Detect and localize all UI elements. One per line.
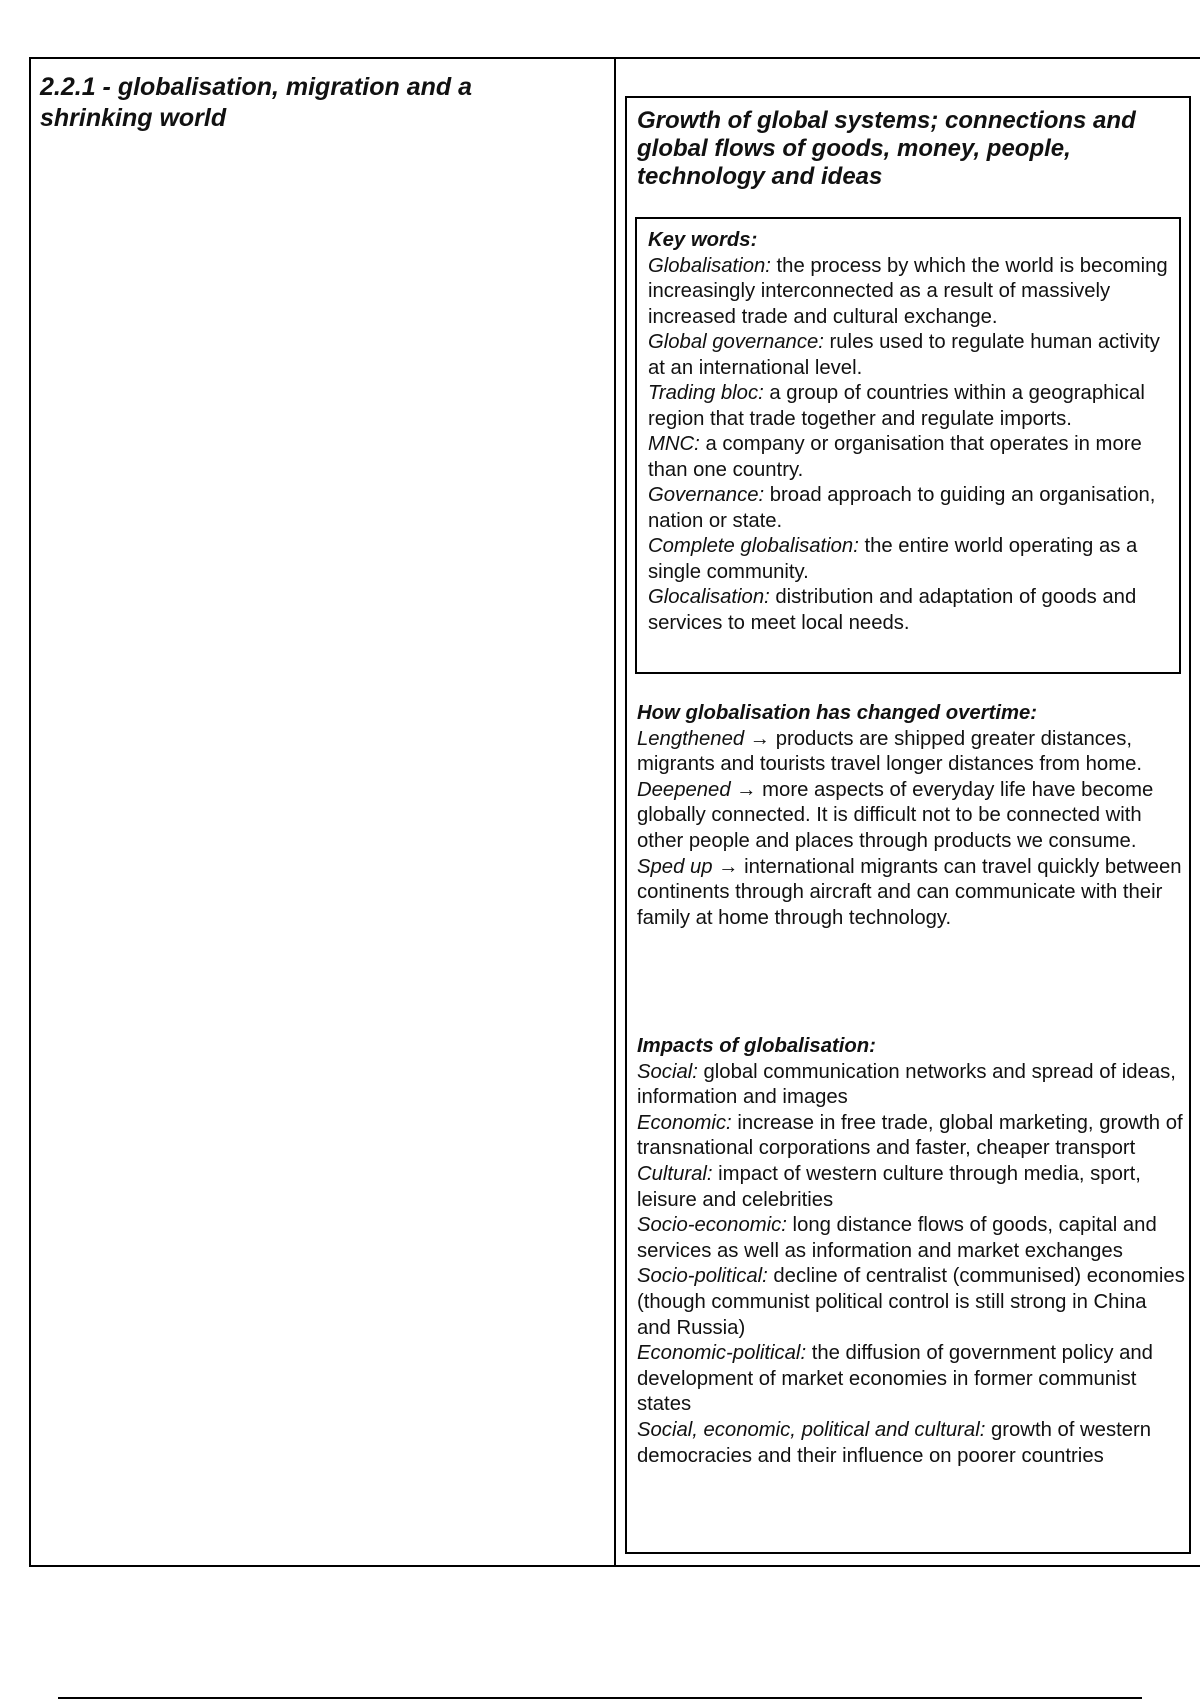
key-word-item [648, 534, 1171, 585]
impact-term: Economic-political: [637, 1342, 807, 1365]
change-definition: → international migrants can travel quickly between continents through aircraft and can communicate with their family at home through technology. [637, 855, 1182, 929]
impact-definition: decline of centralist (communised) economies (though communist political control is still strong in China and Russia) [637, 1265, 1185, 1339]
impact-definition: impact of western culture through media, sport, leisure and celebrities [637, 1162, 1141, 1211]
change-definition: → more aspects of everyday life have become globally connected. It is difficult not to be connected with other people and places through products we consume. [637, 778, 1154, 852]
impact-definition: long distance flows of goods, capital and services as well as information and market exchanges [637, 1214, 1157, 1262]
key-word-term: MNC: [648, 433, 700, 455]
impacts-section [637, 1034, 1185, 1469]
change-term: Sped up [637, 855, 713, 878]
key-word-definition: the entire world operating as a single community. [648, 535, 1138, 583]
change-term: Deepened [637, 778, 731, 801]
key-word-item [648, 381, 1171, 432]
key-word-definition: a group of countries within a geographical region that trade together and regulate imports. [648, 382, 1145, 430]
key-word-term: Globalisation: [648, 254, 771, 277]
impact-item [637, 1213, 1185, 1264]
key-words-box [635, 217, 1181, 674]
footer-rule [58, 1697, 1142, 1699]
change-item [637, 778, 1185, 855]
key-word-item [648, 254, 1171, 331]
impact-item [637, 1111, 1185, 1162]
key-word-term: Trading bloc: [648, 382, 764, 404]
key-word-item [648, 330, 1171, 381]
impact-definition: growth of western democracies and their influence on poorer countries [637, 1418, 1152, 1467]
column-divider [614, 57, 616, 1567]
topic-title: 2.2.1 - globalisation, migration and a shrinking world [40, 73, 473, 132]
impact-item [637, 1162, 1185, 1213]
impact-term: Socio-economic: [637, 1214, 787, 1237]
key-word-definition: a company or organisation that operates in more than one country. [648, 433, 1142, 481]
change-definition: → products are shipped greater distances, migrants and tourists travel longer distances from home. [637, 727, 1143, 776]
change-item [637, 727, 1185, 778]
key-word-term: Governance: [648, 484, 765, 506]
growth-heading: Growth of global systems; connections and global flows of goods, money, people, technology and ideas [637, 107, 1136, 190]
key-word-item [648, 585, 1171, 636]
impact-definition: the diffusion of government policy and development of market economies in former communist states [637, 1342, 1153, 1416]
key-word-term: Complete globalisation: [648, 535, 859, 557]
impact-definition: increase in free trade, global marketing, growth of transnational corporations and faster, cheaper transport [637, 1111, 1183, 1160]
impacts-heading: Impacts of globalisation: [637, 1035, 876, 1057]
impact-definition: global communication networks and spread of ideas, information and images [637, 1060, 1176, 1109]
change-item [637, 855, 1185, 932]
key-word-definition: the process by which the world is becoming increasingly interconnected as a result of massively increased trade and cultural exchange. [648, 254, 1168, 328]
key-words-heading: Key words: [648, 229, 758, 251]
key-word-definition: rules used to regulate human activity at an international level. [648, 331, 1160, 379]
key-word-definition: broad approach to guiding an organisation, nation or state. [648, 484, 1156, 532]
key-word-definition: distribution and adaptation of goods and services to meet local needs. [648, 586, 1137, 634]
impact-term: Social: [637, 1060, 698, 1083]
impact-item [637, 1418, 1185, 1469]
impact-item [637, 1264, 1185, 1341]
key-word-term: Glocalisation: [648, 586, 770, 608]
impact-term: Economic: [637, 1111, 732, 1134]
change-term: Lengthened [637, 727, 745, 750]
impact-item [637, 1341, 1185, 1418]
impact-term: Socio-political: [637, 1265, 768, 1288]
changed-overtime-heading: How globalisation has changed overtime: [637, 702, 1038, 724]
key-word-item [648, 432, 1171, 483]
impact-item [637, 1060, 1185, 1111]
key-word-term: Global governance: [648, 331, 824, 353]
key-word-item [648, 483, 1171, 534]
changed-overtime-section [637, 701, 1185, 931]
impact-term: Cultural: [637, 1162, 713, 1185]
impact-term: Social, economic, political and cultural: [637, 1418, 986, 1441]
